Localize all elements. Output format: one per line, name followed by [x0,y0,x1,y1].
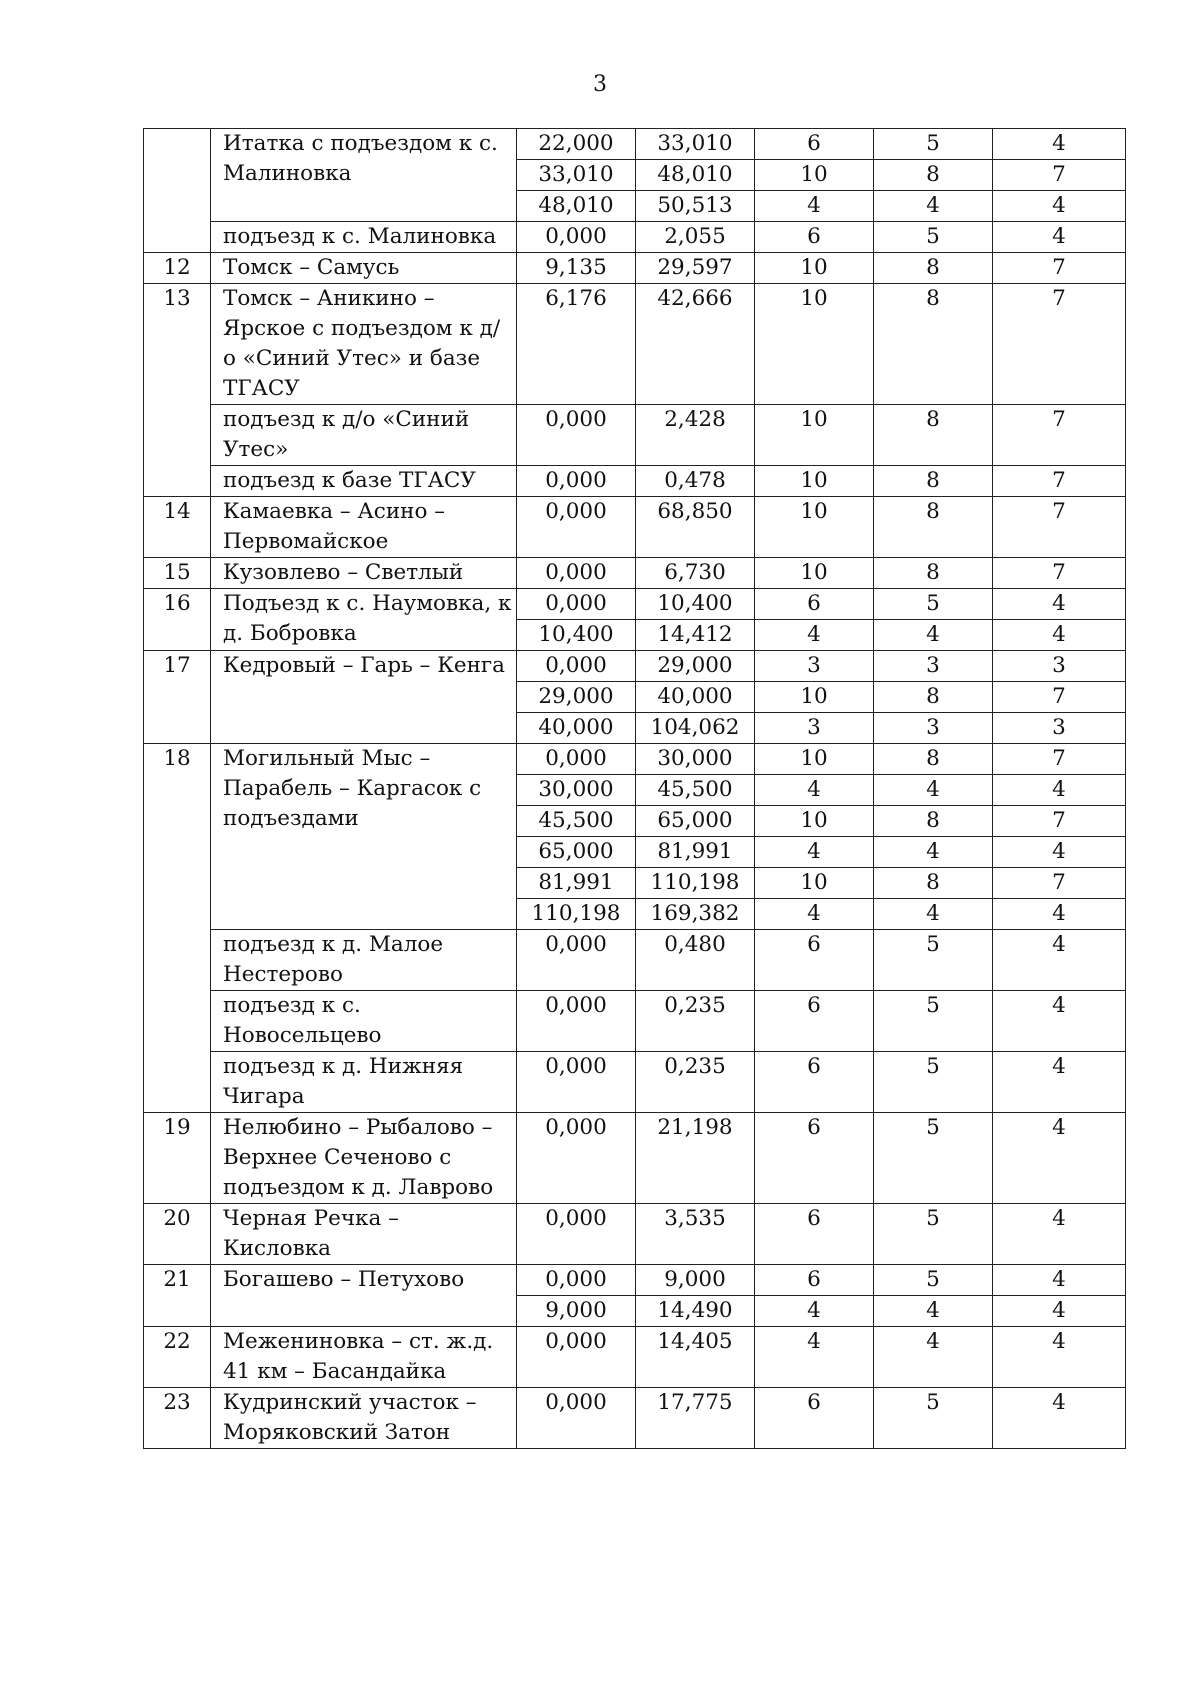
road-segment-name: Черная Речка – Кисловка [211,1204,517,1265]
table-row [144,558,1126,589]
value-a: 10 [755,253,874,284]
km-to: 17,775 [636,1388,755,1449]
road-number: 22 [144,1327,211,1388]
km-to: 3,535 [636,1204,755,1265]
km-to: 6,730 [636,558,755,589]
km-to: 33,010 [636,129,755,160]
road-segment-name: Кудринский участок – Моряковский Затон [211,1388,517,1449]
value-b: 3 [874,713,993,744]
value-c: 4 [993,930,1126,991]
value-b: 8 [874,253,993,284]
value-c: 3 [993,713,1126,744]
value-b: 8 [874,160,993,191]
value-a: 6 [755,589,874,620]
road-number: 21 [144,1265,211,1327]
table-row [144,129,1126,160]
km-to: 10,400 [636,589,755,620]
value-c: 4 [993,589,1126,620]
road-segment-name: Итатка с подъездом к с. Малиновка [211,129,517,222]
road-segment-name: Камаевка – Асино – Первомайское [211,497,517,558]
value-c: 4 [993,129,1126,160]
road-segment-name: Могильный Мыс – Парабель – Каргасок с подъездами [211,744,517,930]
km-from: 0,000 [517,558,636,589]
value-a: 3 [755,713,874,744]
value-a: 6 [755,1265,874,1296]
table-row [144,744,1126,775]
value-c: 7 [993,405,1126,466]
km-to: 65,000 [636,806,755,837]
table-row [144,284,1126,405]
value-b: 4 [874,1296,993,1327]
table-row [144,1113,1126,1204]
table-row [144,1204,1126,1265]
value-c: 7 [993,466,1126,497]
value-a: 4 [755,191,874,222]
value-a: 10 [755,806,874,837]
table-row [144,1052,1126,1113]
table-row [144,1327,1126,1388]
table-row [144,991,1126,1052]
value-b: 5 [874,1113,993,1204]
km-to: 14,490 [636,1296,755,1327]
km-from: 0,000 [517,930,636,991]
km-to: 45,500 [636,775,755,806]
km-from: 0,000 [517,497,636,558]
value-b: 8 [874,744,993,775]
value-c: 7 [993,160,1126,191]
road-segment-name: подъезд к с. Малиновка [211,222,517,253]
value-c: 4 [993,837,1126,868]
km-from: 0,000 [517,222,636,253]
value-a: 4 [755,620,874,651]
table-row [144,222,1126,253]
value-a: 6 [755,1204,874,1265]
km-to: 50,513 [636,191,755,222]
value-a: 4 [755,837,874,868]
road-segment-name: Кедровый – Гарь – Кенга [211,651,517,744]
km-to: 110,198 [636,868,755,899]
value-b: 8 [874,466,993,497]
value-b: 5 [874,1052,993,1113]
road-number: 12 [144,253,211,284]
value-a: 6 [755,1388,874,1449]
value-b: 4 [874,775,993,806]
value-c: 7 [993,284,1126,405]
value-c: 4 [993,1204,1126,1265]
km-from: 10,400 [517,620,636,651]
value-b: 5 [874,222,993,253]
value-a: 6 [755,129,874,160]
km-to: 68,850 [636,497,755,558]
km-to: 0,235 [636,1052,755,1113]
value-c: 4 [993,1113,1126,1204]
road-number: 15 [144,558,211,589]
value-a: 10 [755,868,874,899]
value-b: 4 [874,837,993,868]
value-b: 5 [874,930,993,991]
value-a: 10 [755,284,874,405]
km-from: 0,000 [517,466,636,497]
value-b: 3 [874,651,993,682]
km-to: 81,991 [636,837,755,868]
table-row [144,497,1126,558]
km-from: 0,000 [517,405,636,466]
value-c: 4 [993,191,1126,222]
km-to: 29,597 [636,253,755,284]
km-to: 9,000 [636,1265,755,1296]
value-b: 8 [874,806,993,837]
km-from: 0,000 [517,1052,636,1113]
km-to: 14,405 [636,1327,755,1388]
road-number: 14 [144,497,211,558]
table-row [144,405,1126,466]
value-c: 7 [993,497,1126,558]
value-b: 5 [874,129,993,160]
km-to: 0,480 [636,930,755,991]
road-segment-name: Подъезд к с. Наумовка, к д. Бобровка [211,589,517,651]
value-c: 4 [993,1052,1126,1113]
km-from: 9,000 [517,1296,636,1327]
value-c: 4 [993,991,1126,1052]
road-segment-name: Межениновка – ст. ж.д. 41 км – Басандайка [211,1327,517,1388]
km-from: 22,000 [517,129,636,160]
km-to: 2,055 [636,222,755,253]
value-c: 4 [993,1296,1126,1327]
road-segment-name: подъезд к д/о «Синий Утес» [211,405,517,466]
road-number [144,129,211,253]
road-number: 17 [144,651,211,744]
road-segment-name: Нелюбино – Рыбалово – Верхнее Сеченово с подъездом к д. Лаврово [211,1113,517,1204]
km-from: 0,000 [517,1327,636,1388]
value-b: 4 [874,191,993,222]
km-from: 81,991 [517,868,636,899]
km-from: 0,000 [517,1113,636,1204]
value-b: 5 [874,991,993,1052]
km-to: 29,000 [636,651,755,682]
km-from: 110,198 [517,899,636,930]
km-from: 0,000 [517,1265,636,1296]
value-c: 4 [993,1327,1126,1388]
value-a: 6 [755,1113,874,1204]
value-b: 5 [874,1204,993,1265]
km-from: 29,000 [517,682,636,713]
value-a: 6 [755,930,874,991]
table-row [144,466,1126,497]
road-segment-name: Томск – Аникино – Ярское с подъездом к д/о «Синий Утес» и базе ТГАСУ [211,284,517,405]
km-from: 0,000 [517,1388,636,1449]
road-segment-name: подъезд к базе ТГАСУ [211,466,517,497]
road-number: 19 [144,1113,211,1204]
table-row [144,589,1126,620]
value-c: 4 [993,620,1126,651]
km-to: 30,000 [636,744,755,775]
road-number: 20 [144,1204,211,1265]
km-to: 104,062 [636,713,755,744]
value-b: 8 [874,682,993,713]
road-segment-name: подъезд к д. Малое Нестерово [211,930,517,991]
value-a: 10 [755,682,874,713]
km-to: 169,382 [636,899,755,930]
value-c: 4 [993,899,1126,930]
value-b: 8 [874,284,993,405]
value-b: 4 [874,620,993,651]
km-from: 30,000 [517,775,636,806]
value-a: 10 [755,558,874,589]
km-to: 0,235 [636,991,755,1052]
value-a: 6 [755,222,874,253]
table-row [144,1265,1126,1296]
value-b: 8 [874,405,993,466]
km-to: 14,412 [636,620,755,651]
km-from: 0,000 [517,651,636,682]
km-from: 33,010 [517,160,636,191]
roads-table [143,128,1126,1449]
page-number: 3 [593,72,607,97]
value-c: 4 [993,1388,1126,1449]
value-a: 4 [755,899,874,930]
km-to: 2,428 [636,405,755,466]
km-to: 21,198 [636,1113,755,1204]
value-c: 7 [993,868,1126,899]
value-c: 4 [993,1265,1126,1296]
km-to: 0,478 [636,466,755,497]
value-c: 4 [993,775,1126,806]
value-c: 7 [993,682,1126,713]
km-from: 48,010 [517,191,636,222]
value-a: 4 [755,1327,874,1388]
value-b: 5 [874,589,993,620]
km-from: 0,000 [517,991,636,1052]
value-a: 10 [755,405,874,466]
value-a: 10 [755,160,874,191]
value-b: 8 [874,497,993,558]
km-from: 6,176 [517,284,636,405]
value-a: 4 [755,775,874,806]
km-to: 42,666 [636,284,755,405]
km-from: 9,135 [517,253,636,284]
km-to: 48,010 [636,160,755,191]
km-from: 0,000 [517,1204,636,1265]
km-from: 45,500 [517,806,636,837]
value-c: 7 [993,806,1126,837]
km-from: 0,000 [517,744,636,775]
road-segment-name: Богашево – Петухово [211,1265,517,1327]
road-segment-name: Томск – Самусь [211,253,517,284]
table-row [144,930,1126,991]
value-c: 7 [993,558,1126,589]
table-row [144,253,1126,284]
road-segment-name: подъезд к д. Нижняя Чигара [211,1052,517,1113]
km-from: 0,000 [517,589,636,620]
value-b: 8 [874,558,993,589]
value-b: 8 [874,868,993,899]
road-segment-name: Кузовлево – Светлый [211,558,517,589]
roads-table-body [144,129,1126,1449]
value-c: 7 [993,744,1126,775]
value-b: 5 [874,1265,993,1296]
km-from: 40,000 [517,713,636,744]
table-row [144,1388,1126,1449]
value-a: 4 [755,1296,874,1327]
value-b: 5 [874,1388,993,1449]
road-number: 18 [144,744,211,1113]
km-to: 40,000 [636,682,755,713]
value-a: 10 [755,497,874,558]
value-c: 4 [993,222,1126,253]
value-c: 7 [993,253,1126,284]
km-from: 65,000 [517,837,636,868]
value-a: 6 [755,991,874,1052]
value-b: 4 [874,899,993,930]
value-b: 4 [874,1327,993,1388]
road-segment-name: подъезд к с. Новосельцево [211,991,517,1052]
road-number: 13 [144,284,211,497]
value-a: 6 [755,1052,874,1113]
road-number: 16 [144,589,211,651]
value-a: 10 [755,466,874,497]
value-a: 3 [755,651,874,682]
table-row [144,651,1126,682]
value-a: 10 [755,744,874,775]
value-c: 3 [993,651,1126,682]
road-number: 23 [144,1388,211,1449]
